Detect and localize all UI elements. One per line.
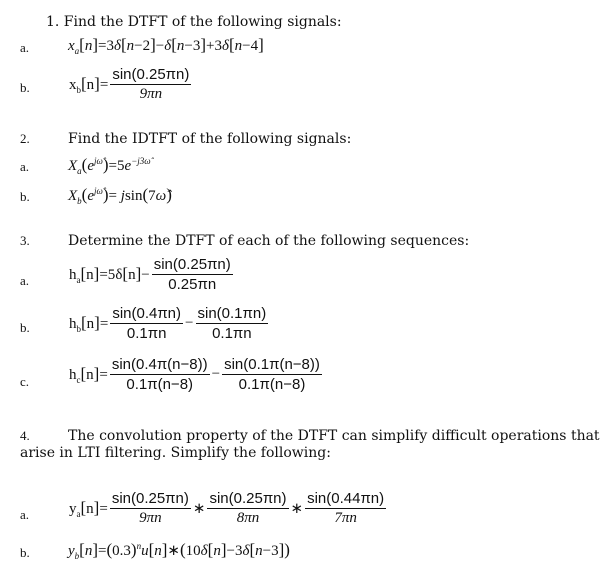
q1b-label: b.	[20, 80, 30, 95]
q1-heading: 1. Find the DTFT of the following signals:	[46, 14, 342, 30]
q4a-numerator-1: sin(0.25πn)	[111, 490, 189, 507]
q1b-denominator: 9πn	[139, 86, 163, 102]
q2-number: 2.	[20, 131, 30, 146]
q3c-numerator-1: sin(0.4π(n−8))	[111, 356, 208, 373]
q4a-denominator-3: 7πn	[334, 510, 357, 526]
q4a-denominator-1: 9πn	[139, 510, 162, 526]
q3a-denominator: 0.25πn	[168, 276, 217, 293]
q2a-label: a.	[20, 159, 30, 174]
q1a-label: a.	[20, 40, 30, 55]
q1b-equation: $x_b[n]=$ $\frac{\sin(0.25\pi n)}{9\pi n}$	[69, 66, 190, 102]
q3-heading: Determine the DTFT of each of the following sequences:	[68, 233, 470, 249]
q4b-equation: $y_b[n]=(0.3)^nu[n]∗(10\delta[n]-3\delta[n-3])$	[68, 540, 290, 561]
q3c-equation: $h_c[n]=$ $\frac{\sin(0.4\pi(n-8))}{0.1\pi(n-8)}$ − $\frac{\sin(0.1\pi(n-8))}{0.1\pi(n-8)}$	[69, 356, 320, 393]
q3-number: 3.	[20, 233, 30, 248]
q2a-equation: $X_a(e^{j\omegâ})=5e^{-j3\omegâ}$	[68, 155, 151, 176]
q4-line-2: arise in LTI filtering. Simplify the following:	[20, 445, 331, 461]
q3a-equation: $h_a[n]=5\delta[n]-$ $\frac{\sin(0.25\pi n)}{0.25\pi n}$	[69, 256, 231, 293]
q3c-denominator-2: 0.1π(n−8)	[238, 376, 306, 393]
q4a-denominator-2: 8πn	[236, 510, 260, 526]
q3c-denominator-1: 0.1π(n−8)	[126, 376, 194, 393]
q3b-numerator-1: sin(0.4πn)	[112, 305, 182, 322]
q3c-label: c.	[20, 374, 30, 389]
q1a-equation: $x_a[n]=3\delta[n-2]-\delta[n-3]+3\delta[n-4]$	[68, 35, 264, 56]
q4-number: 4.	[20, 428, 30, 443]
q4a-equation: $y_a[n]=$ $\frac{\sin(0.25\pi n)}{9\pi n}$ ∗ $\frac{\sin(0.25\pi n)}{8\pi n}$ ∗ $\frac{\sin(0.44\pi n)}{7\pi n}$	[69, 490, 385, 526]
q4b-label: b.	[20, 545, 30, 560]
q3b-denominator-2: 0.1πn	[212, 325, 252, 342]
q3b-label: b.	[20, 320, 30, 335]
q3a-label: a.	[20, 273, 30, 288]
q3b-equation: $h_b[n]=$ $\frac{\sin(0.4\pi n)}{0.1\pi n}$ − $\frac{\sin(0.1\pi n)}{0.1\pi n}$	[69, 305, 267, 342]
q2b-equation: $X_b(e^{j\omegâ})=$ jsin(7ω̂)	[68, 185, 172, 206]
q4-line-1: The convolution property of the DTFT can simplify difficult operations that	[68, 428, 600, 444]
q4a-numerator-2: sin(0.25πn)	[209, 490, 287, 507]
q2b-label: b.	[20, 189, 30, 204]
q3b-numerator-2: sin(0.1πn)	[197, 305, 267, 322]
q4a-numerator-3: sin(0.44πn)	[307, 490, 385, 507]
q3b-denominator-1: 0.1πn	[126, 325, 167, 342]
q1b-numerator: sin(0.25πn)	[112, 66, 190, 83]
q3a-numerator: sin(0.25πn)	[153, 256, 231, 273]
q4a-label: a.	[20, 507, 30, 522]
q2-heading: Find the IDTFT of the following signals:	[68, 131, 352, 147]
q3c-numerator-2: sin(0.1π(n−8))	[224, 356, 320, 373]
